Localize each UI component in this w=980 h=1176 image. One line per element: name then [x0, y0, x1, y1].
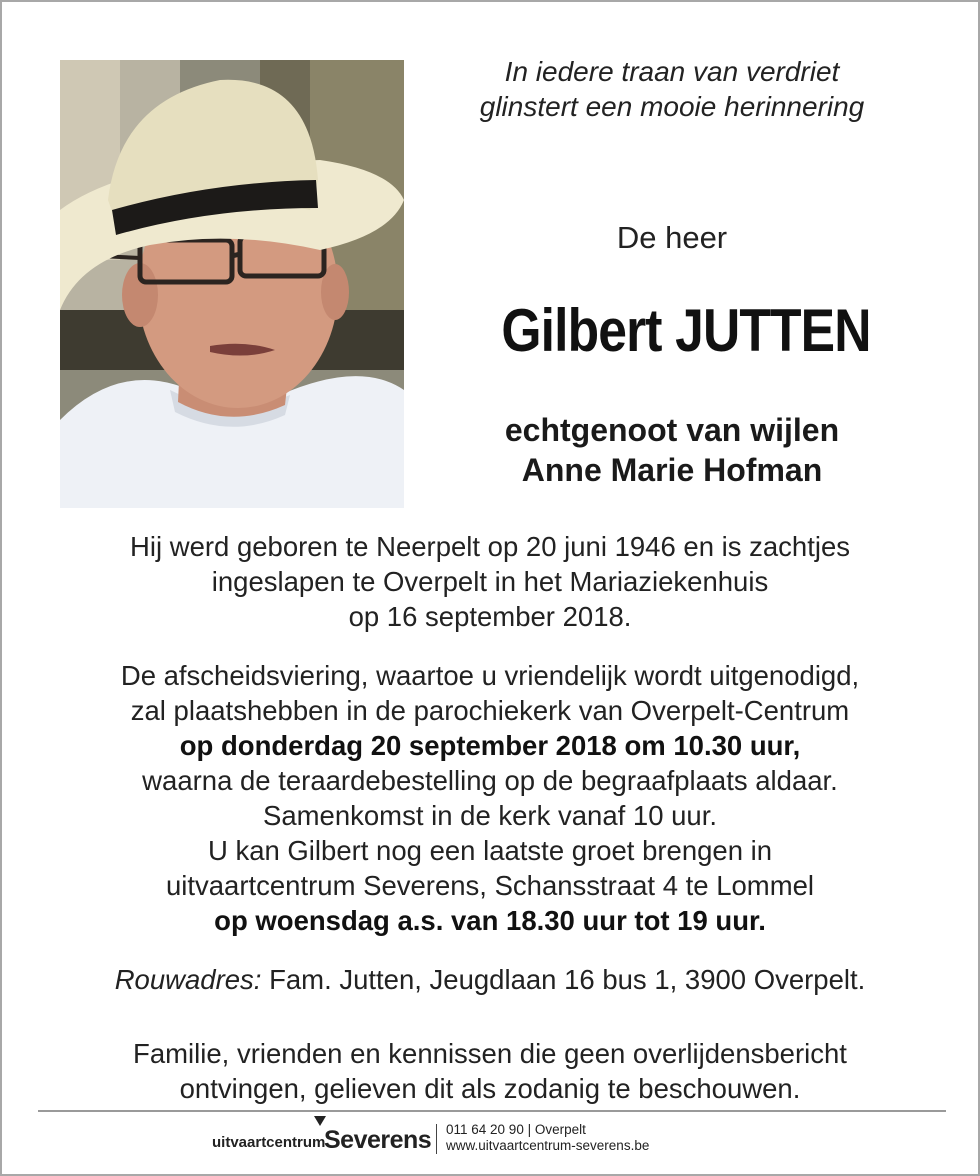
- triangle-logo-icon: [314, 1116, 326, 1126]
- text-line: De afscheidsviering, waartoe u vriendelijk wordt uitgenodigd,: [120, 660, 860, 691]
- spouse-info: [422, 410, 922, 490]
- text-line: zal plaatshebben in de parochiekerk van Overpelt-Centrum: [130, 695, 850, 726]
- quote-line: glinstert een mooie herinnering: [479, 91, 865, 122]
- ceremony-paragraph: [32, 658, 948, 938]
- text-line: Samenkomst in de kerk vanaf 10 uur.: [263, 800, 717, 831]
- funeral-home-footer: [212, 1118, 732, 1158]
- mourning-address: [32, 962, 948, 997]
- family-note: [32, 1036, 948, 1106]
- visitation-time: op woensdag a.s. van 18.30 uur tot 19 uur.: [214, 905, 766, 936]
- brand-name: Severens: [324, 1126, 432, 1154]
- salutation: De heer: [616, 220, 728, 255]
- ceremony-date: op donderdag 20 september 2018 om 10.30 uur,: [179, 730, 801, 761]
- text-line: op 16 september 2018.: [348, 601, 632, 632]
- birth-paragraph: [32, 529, 948, 634]
- vertical-divider: [436, 1124, 437, 1154]
- spouse-line: echtgenoot van wijlen: [504, 412, 840, 448]
- text-line: waarna de teraardebestelling op de begraafplaats aldaar.: [142, 765, 838, 796]
- address-label: Rouwadres:: [114, 964, 262, 995]
- deceased-name: Gilbert JUTTEN: [501, 297, 871, 364]
- address-value: Fam. Jutten, Jeugdlaan 16 bus 1, 3900 Overpelt.: [261, 964, 866, 995]
- portrait-photo: [60, 60, 404, 508]
- phone-location: 011 64 20 90 | Overpelt: [446, 1122, 586, 1137]
- text-line: ingeslapen te Overpelt in het Mariaziekenhuis: [211, 566, 769, 597]
- brand-prefix: uitvaartcentrum: [212, 1134, 326, 1151]
- quote-line: In iedere traan van verdriet: [504, 56, 840, 87]
- text-line: U kan Gilbert nog een laatste groet brengen in: [207, 835, 773, 866]
- footer-divider-rule: [38, 1110, 946, 1112]
- text-line: uitvaartcentrum Severens, Schansstraat 4 te Lommel: [165, 870, 815, 901]
- memorial-quote: [422, 54, 922, 124]
- contact-info: [446, 1122, 649, 1154]
- spouse-line: Anne Marie Hofman: [521, 452, 823, 488]
- text-line: ontvingen, gelieven dit als zodanig te beschouwen.: [179, 1073, 801, 1104]
- website-link[interactable]: www.uitvaartcentrum-severens.be: [446, 1138, 650, 1153]
- text-line: Familie, vrienden en kennissen die geen overlijdensbericht: [133, 1038, 847, 1069]
- text-line: Hij werd geboren te Neerpelt op 20 juni 1946 en is zachtjes: [129, 531, 851, 562]
